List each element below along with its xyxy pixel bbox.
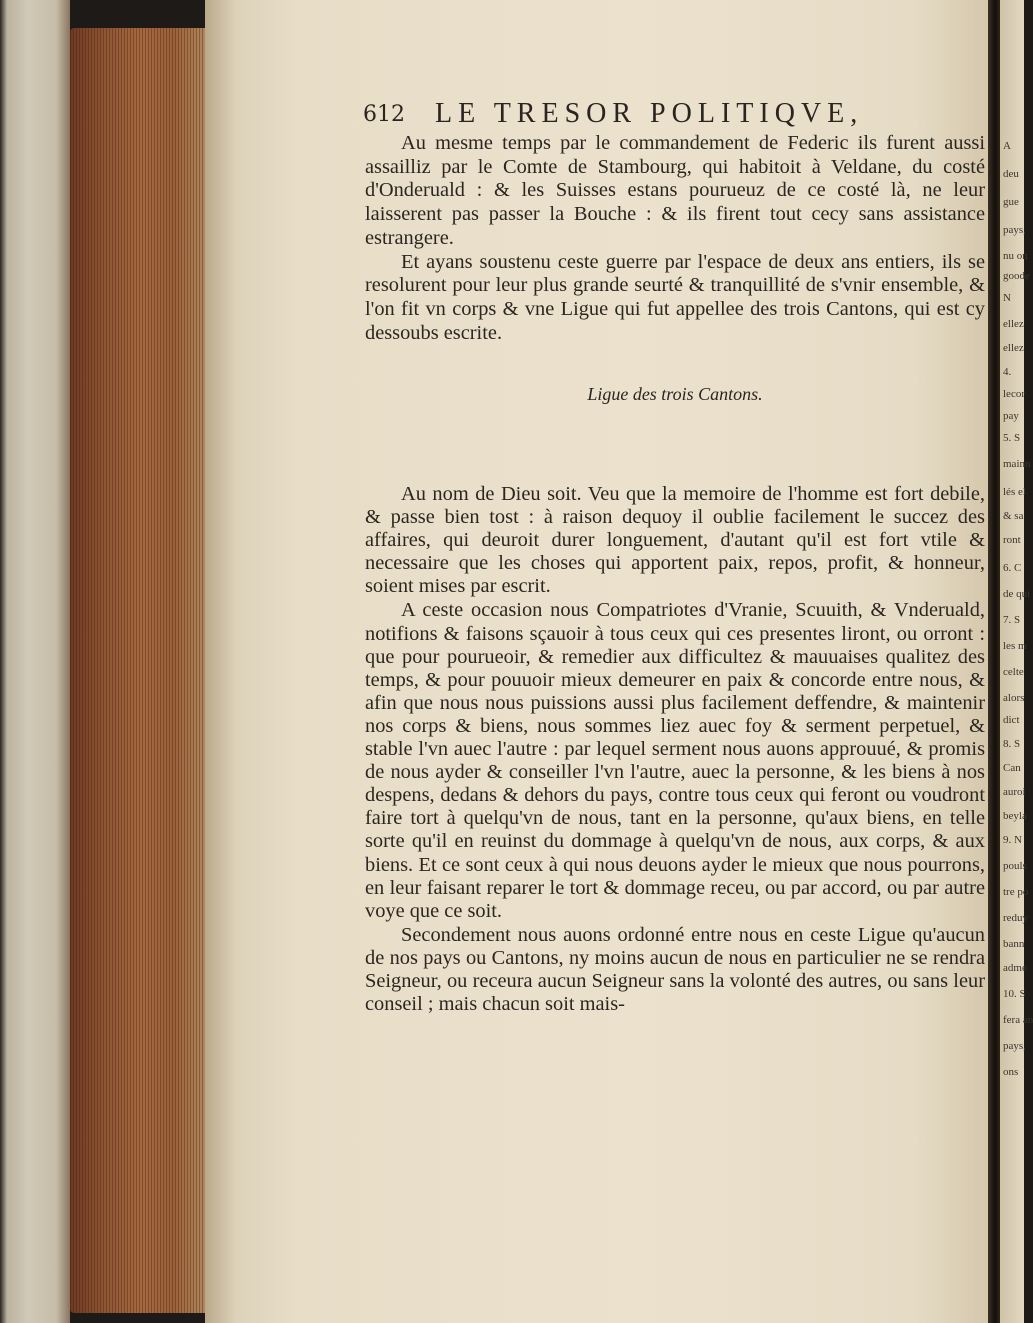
facing-page-fragment: lecor bbox=[1003, 388, 1025, 400]
facing-page-fragment: A bbox=[1003, 140, 1011, 152]
facing-page-fragment: mainn bbox=[1003, 458, 1031, 470]
facing-page-fragment: 6. C bbox=[1003, 562, 1022, 574]
facing-page-fragment: 9. N bbox=[1003, 834, 1022, 846]
facing-page-fragment: gue bbox=[1003, 196, 1019, 208]
book-cover-edge bbox=[0, 0, 70, 1323]
facing-page-fragment: pays, bbox=[1003, 224, 1026, 236]
paragraph: A ceste occasion nous Compatriotes d'Vranie, Scuuith, & Vnderuald, notifions & faisons sçauoir à tous ceux qui ces presentes liront, ou orront : que pour pourueoir, & remedier aux difficultez & mauuaises qualitez des temps, & pour pouuoir mieux demeurer en paix & concorde entre nous, & afin que nous nous puissions aussi plus facilement deffendre, & maintenir nos corps & biens, nous sommes liez auec foy & serment perpetuel, & stable l'vn auec l'autre : par lequel serment nous auons approuué, & promis de nous ayder & conseiller l'vn l'autre, auec la personne, & les biens à nos despens, dedans & dehors du pays, contre tous ceux qui feront ou voudront faire tort à quelqu'vn de nous, tant en la personne, qu'aux biens, en telle sorte qu'il en reuinst du dommage à quelqu'vn de nous, aux corps, & aux biens. Et ce sont ceux à qui nous deuons ayder le mieux que nous pourrons, en leur faisant reparer le tort & dommage receu, ou par accord, ou par autre voye que ce soit. bbox=[365, 599, 985, 922]
page-number: 612 bbox=[363, 102, 405, 127]
section-heading: Ligue des trois Cantons. bbox=[587, 384, 763, 404]
facing-page bbox=[1000, 0, 1033, 1323]
facing-page-fragment: beyla bbox=[1003, 810, 1027, 822]
facing-page-fragment: 5. S bbox=[1003, 432, 1021, 444]
facing-page-fragment: 4. bbox=[1003, 366, 1012, 378]
facing-page-fragment: ellez bbox=[1003, 342, 1024, 354]
facing-page-fragment: de qui bbox=[1003, 588, 1031, 600]
facing-page-fragment: les m bbox=[1003, 640, 1027, 652]
facing-page-fragment: ront bbox=[1003, 534, 1021, 546]
facing-page-fragment: fera an bbox=[1003, 1014, 1033, 1026]
facing-page-fragment: celte bbox=[1003, 666, 1024, 678]
facing-page-fragment: & sa bbox=[1003, 510, 1024, 522]
facing-page-fragment: reduy bbox=[1003, 912, 1029, 924]
facing-page-fragment: goode bbox=[1003, 270, 1030, 282]
facing-page-fragment: deu bbox=[1003, 168, 1019, 180]
facing-page-fragment: pouls bbox=[1003, 860, 1027, 872]
facing-page-fragment: 10. S bbox=[1003, 988, 1026, 1000]
facing-page-fragment: Can bbox=[1003, 762, 1021, 774]
paragraph: Secondement nous auons ordonné entre nous en ceste Ligue qu'aucun de nos pays ou Cantons, ny moins aucun de nous en particulier ne se rendra Seigneur, ou receura aucun Seigneur sans la volonté des autres, ou sans leur conseil ; mais chacun soit mais- bbox=[365, 923, 985, 1016]
facing-page-fragment: auroi bbox=[1003, 786, 1026, 798]
facing-page-fragment: ellez bbox=[1003, 318, 1024, 330]
running-title: LE TRESOR POLITIQVE, bbox=[435, 98, 864, 129]
paragraph: Au mesme temps par le commandement de Federic ils furent aussi assailliz par le Comte de Stambourg, qui habitoit à Veldane, du costé d'Onderuald : & les Suisses estans pourueuz de ce costé là, ne leur laisserent pas passer la Bouche : & ils firent tout cecy sans assistance estrangere. bbox=[365, 132, 985, 249]
facing-page-fragment: nu on bbox=[1003, 250, 1028, 262]
facing-page-fragment: adme bbox=[1003, 962, 1027, 974]
facing-page-fragment: lés el bbox=[1003, 486, 1026, 498]
facing-page-fragment: pays, bbox=[1003, 1040, 1026, 1052]
facing-page-fragment: dict bbox=[1003, 714, 1020, 726]
treaty-text bbox=[365, 483, 985, 1017]
facing-page-fragment: ons bbox=[1003, 1066, 1019, 1078]
facing-page-fragment: tre po bbox=[1003, 886, 1029, 898]
facing-page-fragment: pay bbox=[1003, 410, 1019, 422]
page-block-edges bbox=[70, 28, 208, 1313]
facing-page-fragment: alors bbox=[1003, 692, 1025, 704]
intro-text bbox=[365, 132, 985, 345]
paragraph: Au nom de Dieu soit. Veu que la memoire de l'homme est fort debile, & passe bien tost : à raison dequoy il oublie facilement le succez des affaires, qui deuroit durer longuement, d'autant qu'il est fort vtile & necessaire que les choses qui apportent paix, repos, profit, & honneur, soient mises par escrit. bbox=[365, 483, 985, 598]
facing-page-fragment: 7. S bbox=[1003, 614, 1021, 626]
facing-page-fragment: bann bbox=[1003, 938, 1025, 950]
facing-page-fragment: N bbox=[1003, 292, 1011, 304]
paragraph: Et ayans soustenu ceste guerre par l'espace de deux ans entiers, ils se resolurent pour leur plus grande seurté & tranquillité de s'vnir ensemble, & l'on fit vn corps & vne Ligue qui fut appellee des trois Cantons, qui est cy dessoubs escrite. bbox=[365, 250, 985, 344]
facing-page-fragment: 8. S bbox=[1003, 738, 1021, 750]
